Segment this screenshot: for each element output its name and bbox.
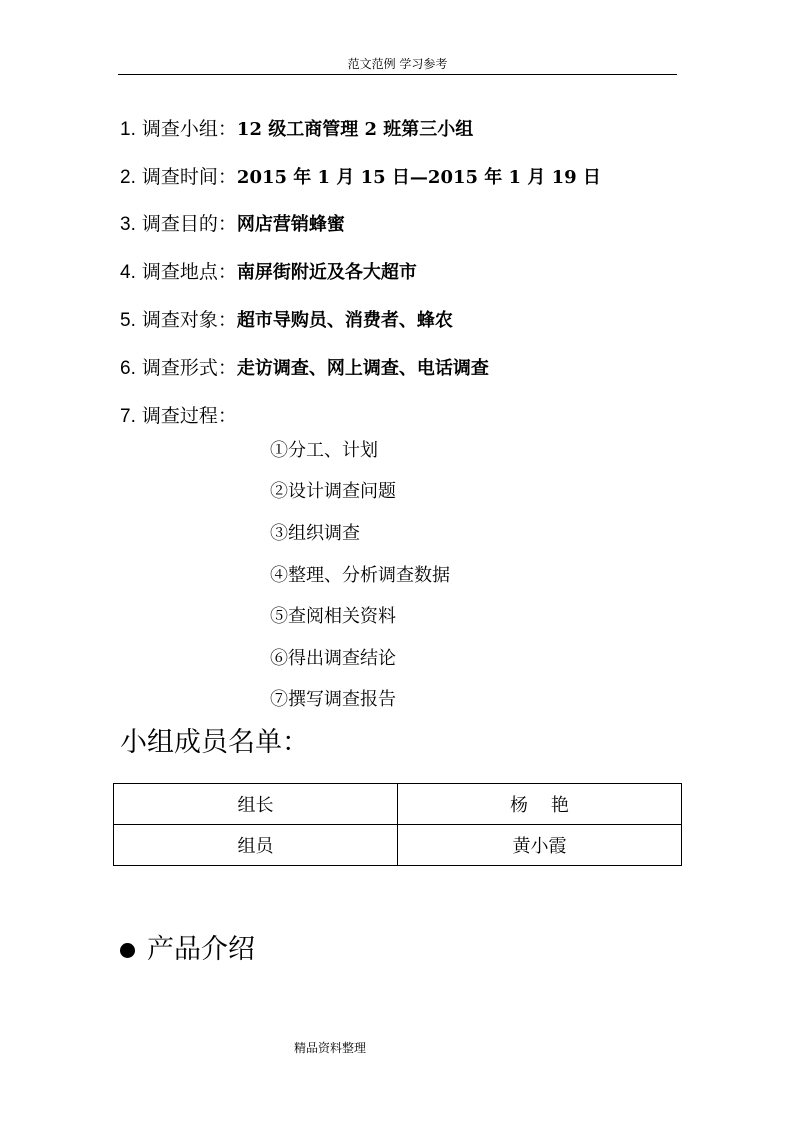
product-section-heading [120, 932, 255, 968]
product-heading-text: 产品介绍 [147, 934, 255, 965]
process-step: ②设计调查问题 [270, 481, 396, 502]
item-label: 调查地点： [141, 261, 237, 283]
item-number: 5. [120, 310, 136, 331]
item-survey-group [120, 116, 473, 143]
item-number: 7. [120, 406, 136, 427]
page-header: 范文范例 学习参考 [347, 57, 448, 71]
member-role: 组长 [114, 784, 398, 825]
item-label: 调查目的： [141, 213, 237, 235]
header-rule [118, 74, 677, 75]
process-step: ④整理、分析调查数据 [270, 565, 450, 586]
member-name: 杨 艳 [398, 784, 682, 825]
item-label: 调查小组： [141, 118, 237, 140]
member-role: 组员 [114, 825, 398, 866]
members-table [113, 783, 682, 866]
process-step: ⑤查阅相关资料 [270, 606, 396, 627]
item-survey-location [120, 259, 417, 286]
member-name: 黄小霞 [398, 825, 682, 866]
item-number: 1. [120, 119, 136, 140]
item-value: 走访调查、网上调查、电话调查 [236, 358, 489, 379]
item-value: 2015 年 1 月 15 日—2015 年 1 月 19 日 [236, 167, 601, 188]
bullet-icon [120, 943, 135, 958]
process-step: ⑦撰写调查报告 [270, 689, 396, 710]
page-footer: 精品资料整理 [293, 1041, 366, 1055]
item-label: 调查对象： [141, 309, 237, 331]
item-value: 12 级工商管理 2 班第三小组 [236, 119, 474, 140]
item-value: 超市导购员、消费者、蜂农 [236, 310, 453, 331]
process-step: ⑥得出调查结论 [270, 648, 396, 669]
item-value: 网店营销蜂蜜 [236, 214, 345, 235]
item-value: 南屏街附近及各大超市 [236, 262, 417, 283]
item-number: 2. [120, 167, 136, 188]
item-number: 3. [120, 214, 136, 235]
table-row [114, 825, 682, 866]
item-number: 6. [120, 358, 136, 379]
item-survey-process [120, 403, 237, 430]
item-number: 4. [120, 262, 136, 283]
item-label: 调查过程： [141, 405, 237, 427]
item-survey-time [120, 164, 601, 191]
process-step: ①分工、计划 [270, 440, 378, 461]
table-row [114, 784, 682, 825]
item-label: 调查时间： [141, 166, 237, 188]
item-label: 调查形式： [141, 357, 237, 379]
members-title: 小组成员名单： [120, 727, 309, 758]
item-survey-purpose [120, 211, 345, 238]
item-survey-form [120, 355, 489, 382]
process-step: ③组织调查 [270, 523, 360, 544]
item-survey-subjects [120, 307, 453, 334]
